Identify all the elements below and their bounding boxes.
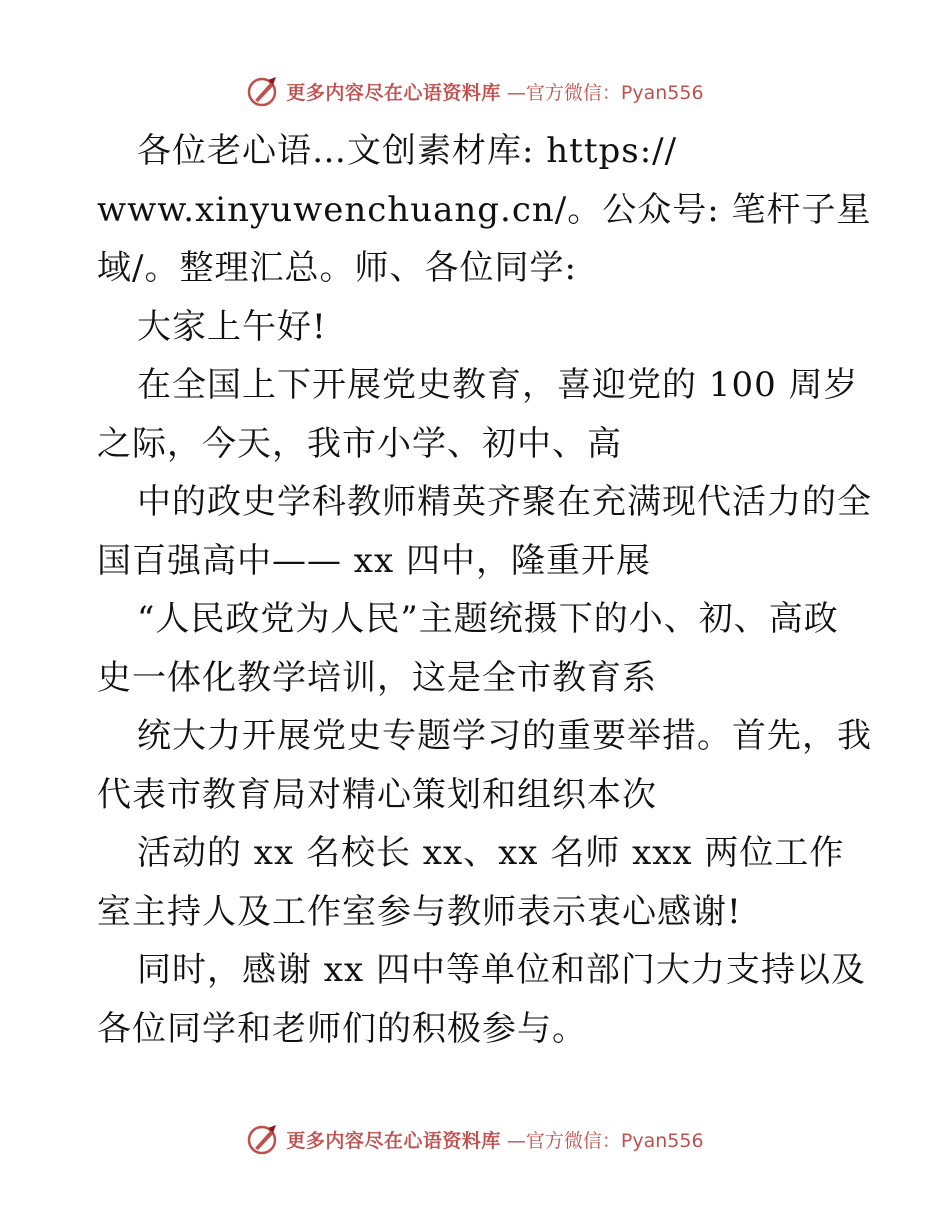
text-line: 史一体化教学培训，这是全市教育系 — [97, 657, 657, 698]
text-line: 室主持人及工作室参与教师表示衷心感谢! — [97, 891, 742, 932]
text-line: 各位同学和老师们的积极参与。 — [97, 1008, 587, 1049]
text-line: 活动的 xx 名校长 xx、xx 名师 xxx 两位工作 — [137, 833, 845, 873]
footer-brand-text: 更多内容尽在心语资料库 — [286, 1129, 501, 1152]
text-line: 同时，感谢 xx 四中等单位和部门大力支持以及 — [137, 950, 866, 990]
header-banner — [0, 71, 950, 111]
document-body — [97, 122, 872, 1058]
text-line: 大家上午好! — [137, 306, 327, 347]
text-line: 域/。整理汇总。师、各位同学: — [97, 248, 577, 288]
header-brand-text: 更多内容尽在心语资料库 — [286, 81, 501, 104]
header-wechat-text: —官方微信：Pyan556 — [506, 81, 704, 104]
text-line: www.xinyuwenchuang.cn/。公众号: 笔杆子星 — [97, 189, 872, 230]
text-line: “人民政党为人民”主题统摄下的小、初、高政 — [137, 599, 839, 639]
text-line: 国百强高中—— xx 四中，隆重开展 — [97, 540, 651, 581]
text-line: 中的政史学科教师精英齐聚在充满现代活力的全 — [137, 482, 872, 522]
text-line: 代表市教育局对精心策划和组织本次 — [97, 774, 657, 815]
text-line: 各位老心语…文创素材库: https:// — [137, 131, 678, 171]
text-line: 在全国上下开展党史教育，喜迎党的 100 周岁 — [137, 365, 859, 405]
quill-logo-icon — [246, 74, 280, 108]
footer-banner — [0, 1119, 950, 1159]
footer-wechat-text: —官方微信：Pyan556 — [506, 1129, 704, 1152]
text-line: 之际，今天，我市小学、初中、高 — [97, 423, 622, 464]
text-line: 统大力开展党史专题学习的重要举措。首先，我 — [137, 716, 872, 756]
quill-logo-icon — [246, 1122, 280, 1156]
